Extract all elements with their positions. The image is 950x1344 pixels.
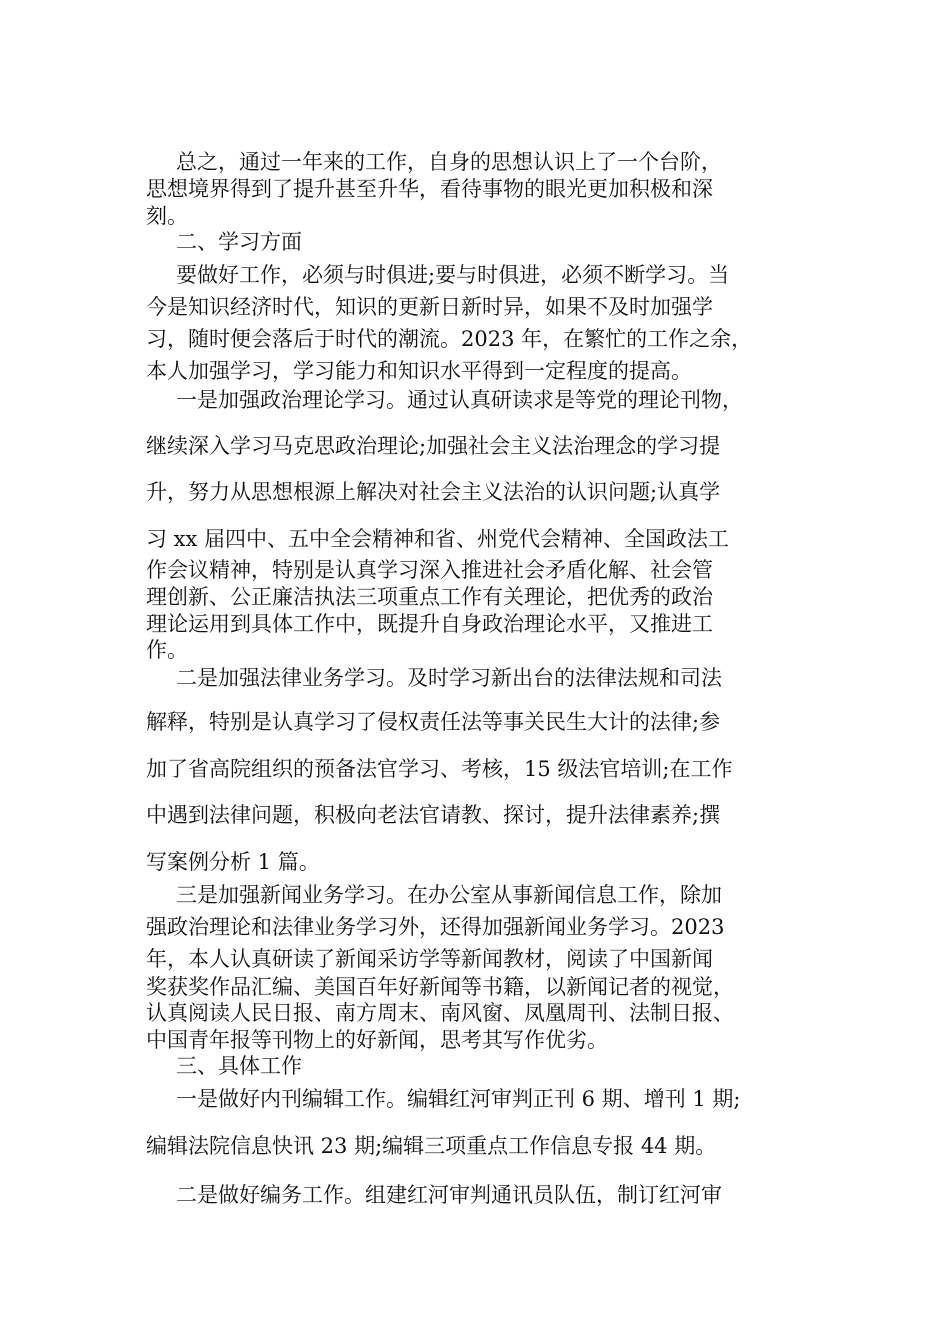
paragraph-line: 本人加强学习，学习能力和知识水平得到一定程度的提高。 (146, 359, 692, 383)
paragraph-line: 刻。 (146, 204, 188, 228)
paragraph-line: 二是做好编务工作。组建红河审判通讯员队伍，制订红河审 (176, 1183, 722, 1207)
paragraph-line: 加了省高院组织的预备法官学习、考核，15 级法官培训;在工作 (146, 757, 733, 781)
paragraph-line: 一是加强政治理论学习。通过认真研读求是等党的理论刊物， (176, 388, 743, 412)
paragraph-line: 编辑法院信息快讯 23 期;编辑三项重点工作信息专报 44 期。 (146, 1134, 717, 1158)
paragraph-line: 中遇到法律问题，积极向老法官请教、探讨，提升法律素养;撰 (146, 803, 721, 827)
paragraph-line: 认真阅读人民日报、南方周末、南风窗、凤凰周刊、法制日报、 (146, 1001, 734, 1025)
section-heading: 三、具体工作 (176, 1054, 302, 1078)
paragraph-line: 继续深入学习马克思政治理论;加强社会主义法治理念的学习提 (146, 434, 721, 458)
paragraph-line: 要做好工作，必须与时俱进;要与时俱进，必须不断学习。当 (176, 263, 730, 287)
paragraph-line: 理论运用到具体工作中，既提升自身政治理论水平，又推进工 (146, 612, 713, 636)
paragraph-line: 三是加强新闻业务学习。在办公室从事新闻信息工作，除加 (176, 883, 722, 907)
paragraph-line: 作会议精神，特别是认真学习深入推进社会矛盾化解、社会管 (146, 558, 713, 582)
paragraph-line: 作。 (146, 638, 188, 662)
paragraph-line: 写案例分析 1 篇。 (146, 850, 320, 874)
paragraph-line: 奖获奖作品汇编、美国百年好新闻等书籍，以新闻记者的视觉， (146, 975, 734, 999)
paragraph-line: 强政治理论和法律业务学习外，还得加强新闻业务学习。2023 (146, 915, 725, 939)
paragraph-line: 习，随时便会落后于时代的潮流。2023 年，在繁忙的工作之余， (146, 327, 753, 351)
paragraph-line: 升，努力从思想根源上解决对社会主义法治的认识问题;认真学 (146, 480, 721, 504)
paragraph-line: 习 xx 届四中、五中全会精神和省、州党代会精神、全国政法工 (146, 527, 730, 551)
paragraph-line: 二是加强法律业务学习。及时学习新出台的法律法规和司法 (176, 666, 722, 690)
paragraph-line: 总之，通过一年来的工作，自身的思想认识上了一个台阶， (176, 150, 722, 174)
paragraph-line: 一是做好内刊编辑工作。编辑红河审判正刊 6 期、增刊 1 期; (176, 1087, 741, 1111)
paragraph-line: 年，本人认真研读了新闻采访学等新闻教材，阅读了中国新闻 (146, 947, 713, 971)
paragraph-line: 中国青年报等刊物上的好新闻，思考其写作优劣。 (146, 1028, 608, 1052)
paragraph-line: 理创新、公正廉洁执法三项重点工作有关理论，把优秀的政治 (146, 585, 713, 609)
paragraph-line: 解释，特别是认真学习了侵权责任法等事关民生大计的法律;参 (146, 710, 721, 734)
paragraph-line: 思想境界得到了提升甚至升华，看待事物的眼光更加积极和深 (146, 177, 713, 201)
section-heading: 二、学习方面 (176, 230, 302, 254)
paragraph-line: 今是知识经济时代，知识的更新日新时异，如果不及时加强学 (146, 295, 713, 319)
